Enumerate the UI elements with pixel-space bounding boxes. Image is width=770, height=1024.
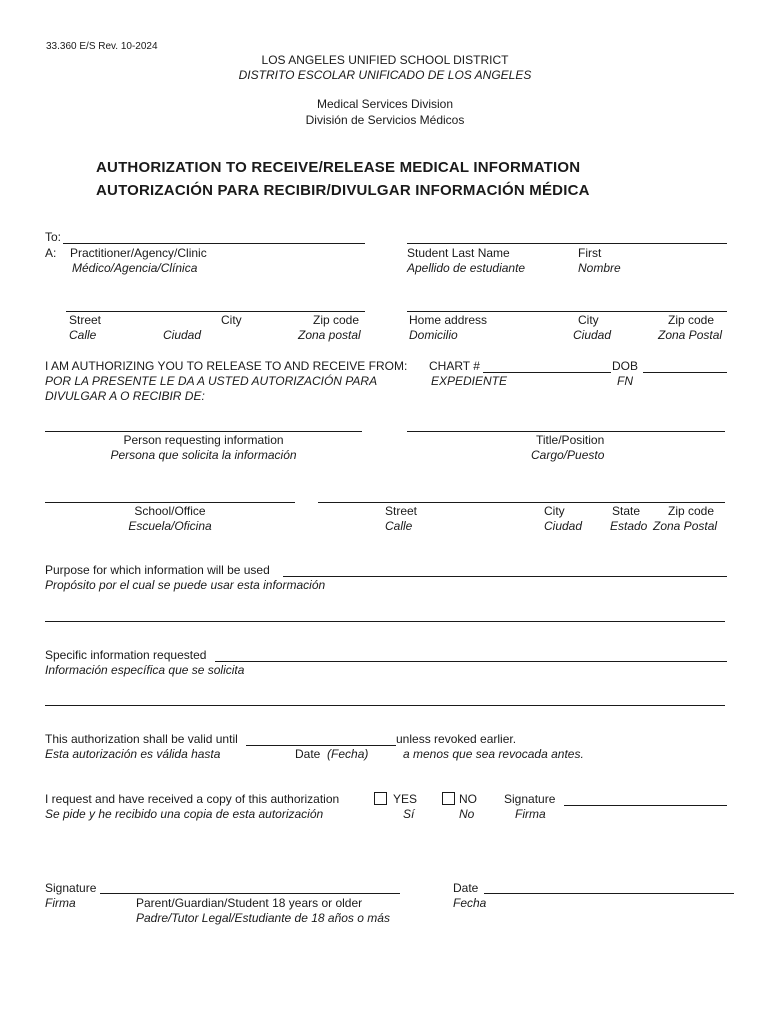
home-zip-label-es: Zona Postal — [658, 328, 723, 342]
to-zip-label-es: Zona postal — [298, 328, 361, 342]
to-zip-label-en: Zip code — [313, 313, 360, 327]
home-address-label-en: Home address — [409, 313, 488, 327]
no-checkbox[interactable] — [442, 792, 455, 805]
a-label: A: — [45, 246, 57, 260]
person-requesting-field[interactable] — [45, 431, 362, 432]
yes-label-en: YES — [393, 792, 418, 806]
valid-until-label-en: This authorization shall be valid until — [45, 732, 238, 746]
school-zip-label-en: Zip code — [668, 504, 715, 518]
chart-number-field[interactable] — [483, 372, 611, 373]
yes-label-es: Sí — [403, 807, 415, 821]
chart-number-label-en: CHART # — [429, 359, 480, 373]
purpose-label-es: Propósito por el cual se puede usar esta información — [45, 578, 326, 592]
school-city-label-en: City — [544, 504, 565, 518]
authorizing-statement-en: I AM AUTHORIZING YOU TO RELEASE TO AND RECEIVE FROM: — [45, 359, 408, 373]
district-name-es: DISTRITO ESCOLAR UNIFICADO DE LOS ANGELES — [238, 68, 532, 82]
practitioner-label-en: Practitioner/Agency/Clinic — [70, 246, 207, 260]
copy-request-label-en: I request and have received a copy of this authorization — [45, 792, 340, 806]
yes-checkbox[interactable] — [374, 792, 387, 805]
student-last-name-label-es: Apellido de estudiante — [407, 261, 526, 275]
no-label-es: No — [459, 807, 475, 821]
signature-field[interactable] — [100, 893, 400, 894]
signature-label-es: Firma — [45, 896, 76, 910]
home-city-label-en: City — [578, 313, 599, 327]
home-zip-label-en: Zip code — [668, 313, 715, 327]
revoked-label-es: a menos que sea revocada antes. — [403, 747, 584, 761]
dob-label-en: DOB — [612, 359, 639, 373]
school-street-label-es: Calle — [385, 519, 413, 533]
school-city-label-es: Ciudad — [544, 519, 583, 533]
home-address-field[interactable] — [407, 311, 727, 312]
dob-label-es: FN — [617, 374, 633, 388]
purpose-field-line2[interactable] — [45, 621, 725, 622]
chart-number-label-es: EXPEDIENTE — [431, 374, 508, 388]
school-state-label-en: State — [612, 504, 641, 518]
practitioner-label-es: Médico/Agencia/Clínica — [72, 261, 198, 275]
title-position-field[interactable] — [407, 431, 725, 432]
person-requesting-label-en: Person requesting information — [123, 433, 284, 447]
no-label-en: NO — [459, 792, 477, 806]
school-address-field[interactable] — [318, 502, 725, 503]
division-en: Medical Services Division — [316, 97, 454, 111]
student-first-name-label-en: First — [578, 246, 602, 260]
to-street-label-es: Calle — [69, 328, 97, 342]
signature-label-en: Signature — [45, 881, 97, 895]
school-street-label-en: Street — [385, 504, 418, 518]
date-label-en: Date — [453, 881, 479, 895]
specific-info-field[interactable] — [215, 661, 727, 662]
to-city-label-en: City — [221, 313, 242, 327]
date-caption-en: Date — [295, 747, 321, 761]
specific-info-label-en: Specific information requested — [45, 648, 207, 662]
school-state-label-es: Estado — [610, 519, 648, 533]
purpose-field[interactable] — [283, 576, 727, 577]
school-zip-label-es: Zona Postal — [653, 519, 718, 533]
parent-guardian-label-en: Parent/Guardian/Student 18 years or older — [136, 896, 363, 910]
home-city-label-es: Ciudad — [573, 328, 612, 342]
copy-signature-label-es: Firma — [515, 807, 546, 821]
form-number: 33.360 E/S Rev. 10-2024 — [46, 41, 158, 52]
title-position-label-en: Title/Position — [536, 433, 605, 447]
copy-signature-label-en: Signature — [504, 792, 556, 806]
revoked-label-en: unless revoked earlier. — [396, 732, 517, 746]
to-city-label-es: Ciudad — [163, 328, 202, 342]
school-office-label-es: Escuela/Oficina — [128, 519, 212, 533]
to-street-label-en: Street — [69, 313, 102, 327]
student-first-name-label-es: Nombre — [578, 261, 621, 275]
student-name-field[interactable] — [407, 243, 727, 244]
form-title-es: AUTORIZACIÓN PARA RECIBIR/DIVULGAR INFORMACIÓN MÉDICA — [96, 182, 590, 199]
dob-field[interactable] — [643, 372, 727, 373]
date-caption-es: (Fecha) — [327, 747, 369, 761]
to-field[interactable] — [63, 243, 365, 244]
home-address-label-es: Domicilio — [409, 328, 458, 342]
to-label: To: — [45, 230, 62, 244]
parent-guardian-label-es: Padre/Tutor Legal/Estudiante de 18 años o más — [136, 911, 390, 925]
purpose-label-en: Purpose for which information will be used — [45, 563, 270, 577]
student-last-name-label-en: Student Last Name — [407, 246, 510, 260]
division-es: División de Servicios Médicos — [305, 113, 465, 127]
specific-info-label-es: Información específica que se solicita — [45, 663, 245, 677]
copy-request-label-es: Se pide y he recibido una copia de esta autorización — [45, 807, 324, 821]
valid-until-date-field[interactable] — [246, 745, 396, 746]
authorizing-statement-es: POR LA PRESENTE LE DA A USTED AUTORIZACIÓN PARA — [45, 374, 378, 388]
date-field[interactable] — [484, 893, 734, 894]
practitioner-address-field[interactable] — [66, 311, 365, 312]
valid-until-label-es: Esta autorización es válida hasta — [45, 747, 221, 761]
copy-signature-field[interactable] — [564, 805, 727, 806]
district-name-en: LOS ANGELES UNIFIED SCHOOL DISTRICT — [261, 53, 509, 67]
date-label-es: Fecha — [453, 896, 487, 910]
specific-info-field-line2[interactable] — [45, 705, 725, 706]
title-position-label-es: Cargo/Puesto — [531, 448, 605, 462]
form-title-en: AUTHORIZATION TO RECEIVE/RELEASE MEDICAL INFORMATION — [96, 159, 581, 176]
school-office-field[interactable] — [45, 502, 295, 503]
person-requesting-label-es: Persona que solicita la información — [110, 448, 297, 462]
authorizing-statement-es-line2: DIVULGAR A O RECIBIR DE: — [45, 389, 205, 403]
school-office-label-en: School/Office — [134, 504, 206, 518]
valid-until-date-caption — [295, 747, 368, 761]
